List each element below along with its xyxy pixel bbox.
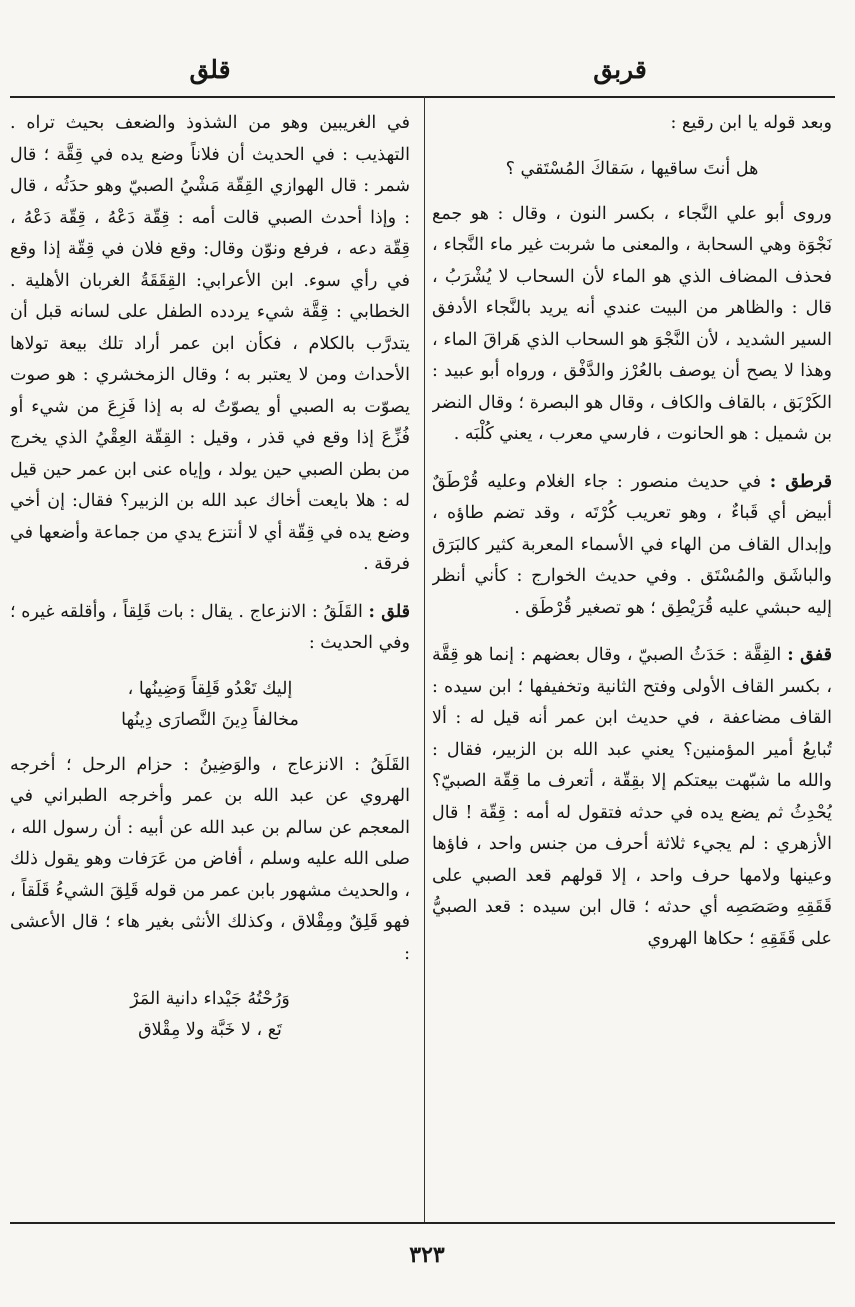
entry-text: في حديث منصور : جاء الغلام وعليه قُرْطَقٌ أبيض أي قَباءٌ ، وهو تعريب كُرْتَه ، وقد تضم طاؤه ، وإبدال القاف من الهاء في الأسماء المعربة كثير كالبَرَق والباشَق والمُسْتَق . وفي حديث الخوارج : كأني أنظر إليه حبشي عليه قُرَيْطِق ؛ هو تصغير قُرْطَق . [432,471,832,618]
running-header-left: قلق [189,55,231,84]
top-rule [10,96,835,98]
verse-line: إليك تَعْدُو قَلِقاً وَضِينُها ، [127,678,293,699]
page-number: ٣٢٣ [409,1242,445,1268]
headword: قرطق : [769,471,832,492]
entry-text: القَلَقُ : الانزعاج . يقال : بات قَلِقاً ، وأقلقه غيره ؛ وفي الحديث : [10,601,410,653]
column-divider [424,96,425,1222]
verse-line: هل أنتَ ساقيها ، سَقاكَ المُسْتَقي ؟ [505,158,759,179]
entry-qalaq [10,597,410,660]
verse-line: تَع ، لا خَبَّة ولا مِقْلاق [138,1020,282,1040]
verse [10,674,410,736]
paragraph: وروى أبو علي النَّجاء ، بكسر النون ، وقال : هو جمع نَجْوَة وهي السحابة ، والمعنى ما شربت غير ماء النَّجاء ، فحذف المضاف الذي هو الماء لأن السحاب لا يُشْرَبُ ، قال : والظاهر من البيت عندي أنه يريد بالنَّجاء الأدفق السير الشديد ، لأن النَّجْوَ هو السحاب الذي هَراقَ الماء ، وهذا لا يصح أن يوصف بالعُرْز والدَّفْق ، ورواه أبو عبيد : الكَرْبَق ، بالقاف والكاف ، وقال هو البصرة ؛ وقال النضر بن شميل : هو الحانوت ، فارسي معرب ، يعني كُلْبَه . [432,203,832,444]
paragraph: وبعد قوله يا ابن رقيع : [670,113,832,133]
verse-line: مخالفاً دِينَ النَّصارَى دِينُها [121,709,299,730]
verse-line: وَرُحْتُهُ جَيْداء دانية المَرْ [130,989,290,1009]
entry-qartaq [432,467,832,625]
paragraph: القَلَقُ : الانزعاج ، والوَضِينُ : حزام الرحل ؛ أخرجه الهروي عن عبد الله بن عمر وأخرجه الطبراني في المعجم عن سالم بن عبد الله عن أبيه : أن رسول الله ، صلى الله عليه وسلم ، أفاض من عَرَفات وهو يقول ذلك ، والحديث مشهور بابن عمر من قوله قَلِقَ الشيءُ قَلَقاً ، فهو قَلِقٌ ومِقْلاق ، وكذلك الأنثى بغير هاء ؛ قال الأعشى : [10,754,410,964]
headword: قفق : [787,645,832,665]
paragraph: في الغريبين وهو من الشذوذ والضعف بحيث تراه . التهذيب : في الحديث أن فلاناً وضع يده في قِقَّة ؛ قال شمر : قال الهوازي القِقّة مَشْيُ الصبيّ وهو حدَثُه ، قال : وإذا أحدث الصبي قالت أمه : قِقّة دَعْهُ ، قِقّة دَعْهُ ، قِقّة دعه ، فرفع ونوّن وقال: وقع فلان في قِقّة إذا وقع في رأي سوء. ابن الأعرابي: القِقَقَةُ الغربان الأهلية . الخطابي : قِقَّة شيء يردده الطفل على لسانه قبل أن يتدرَّب بالكلام ، فكأن ابن عمر أراد تلك بيعة تولاها الأحداث ومن لا يعتبر به ؛ وقال الزمخشري : هو صوت يصوّت به الصبي أو يصوّتُ له به إذا فَزِعَ من شيء أو فُزِّعَ إذا وقع في قذر ، وقيل : القِقّة العِقْيُ الذي يخرج من بطن الصبي حين يولد ، وإياه عنى ابن عمر حين قيل له : هلا بايعت أخاك عبد الله بن الزبير؟ فقال: إن أخي وضع يده في قِقّة أي لا أنتزع يدي من جماعة وأضعها في فرقة . [10,113,410,574]
headword: قلق : [368,601,410,622]
left-column [10,108,410,1216]
entry-text: القِقَّة : حَدَثُ الصبيّ ، وقال بعضهم : إنما هو قِقَّة ، بكسر القاف الأولى وفتح الثانية وتخفيفها ؛ ابن سيده : القاف مضاعفة ، في حديث ابن عمر أنه قيل له : ألا تُبايعُ أمير المؤمنين؟ يعني عبد الله بن الزبير، فقال : والله ما شبّهت بيعتكم إلا بقِقّة ، أتعرف ما قِقّة الصبيّ؟ يُحْدِثُ ثم يضع يده في حدثه فتقول له أمه : قِقّة ! قال الأزهري : لم يجيء ثلاثة أحرف من جنس واحد ، فاؤها وعينها ولامها حرف واحد ، إلا قولهم قعد الصبي على قَقَقِهِ وصَصَصِه أي حدثه ؛ قال ابن سيده : قعد الصبيُّ على قَقَقِهِ ؛ حكاها الهروي [432,645,832,949]
running-header-right: قربق [593,55,647,84]
verse [432,154,832,185]
entry-qaqaq [432,640,832,955]
right-column [432,108,832,1216]
bottom-rule [10,1222,835,1224]
verse [10,984,410,1046]
